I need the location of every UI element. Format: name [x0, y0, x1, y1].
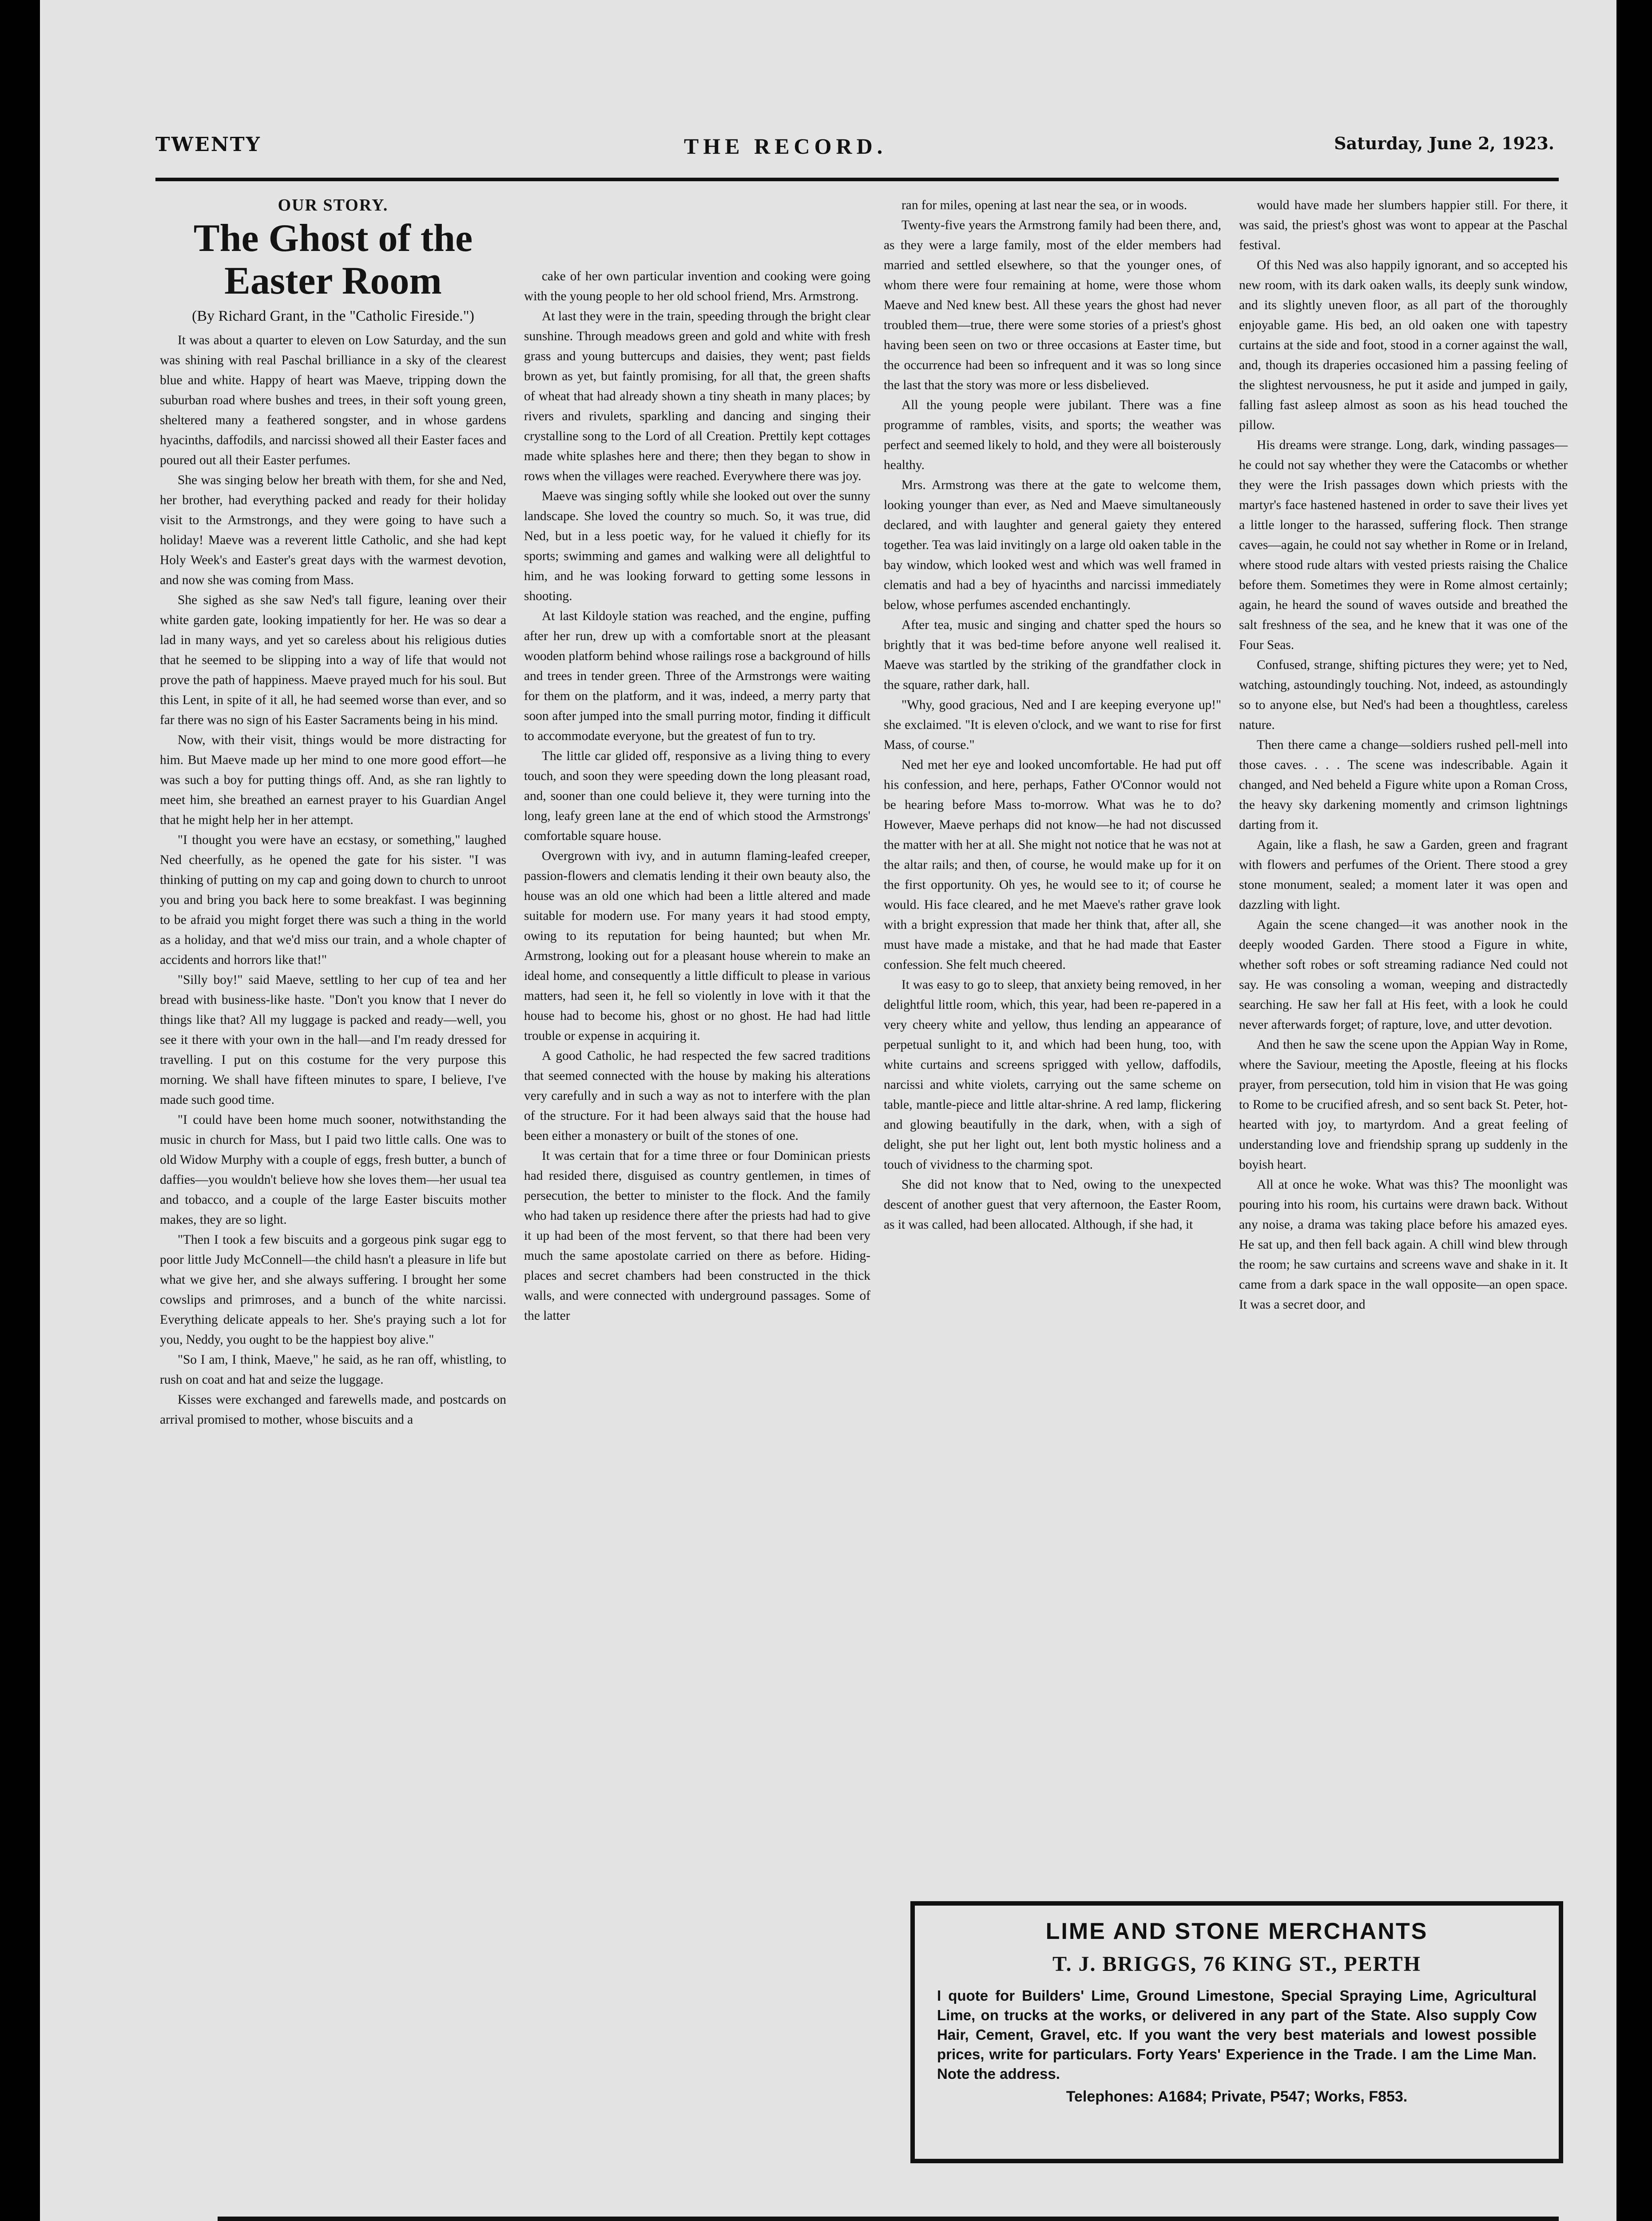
story-paragraph: Again, like a flash, he saw a Garden, green and fragrant with flowers and perfumes of the Orient. There stood a grey stone monument, sealed; a moment later it was open and dazzling with light. [1239, 838, 1568, 912]
story-paragraph: Kisses were exchanged and farewells made, and postcards on arrival promised to mother, whose biscuits and a [160, 1393, 506, 1427]
story-paragraph: Overgrown with ivy, and in autumn flaming-leafed creeper, passion-flowers and clematis lending it their own beauty also, the house was an old one which had been a little altered and made suitable for modern use. For many years it had stood empty, owing to its reputation for being haunted; but when Mr. Armstrong, looking out for a pleasant house wherein to make an ideal home, and consequently a little difficult to please in various matters, had seen it, he fell so violently in love with it that the house had to become his, ghost or no ghost. He had had little trouble or expense in acquiring it. [524, 849, 870, 1043]
story-column-3 [884, 195, 1221, 1235]
story-paragraph: "Silly boy!" said Maeve, settling to her cup of tea and her bread with business-like haste. "Don't you know that I never do things like that? All my luggage is packed and ready—well, you see it there with your own in the hall—and I'm ready dressed for travelling. I put on this costume for the very purpose this morning. We shall have fifteen minutes to spare, I believe, I've made such good time. [160, 973, 506, 1107]
story-paragraph: His dreams were strange. Long, dark, winding passages—he could not say whether they were the Catacombs or whether they were the Irish passages down which priests with the martyr's face hastened hastened in order to save their lives yet a little longer to the harassed, suffering flock. Then strange caves—again, he could not say whether in Rome or in Ireland, where stood rude altars with vested priests raising the Chalice before them. Sometimes they were in Rome almost certainly; again, he heard the sound of waves outside and breathed the salt freshness of the sea, and he knew that it was one of the Four Seas. [1239, 438, 1568, 652]
story-paragraph: "Why, good gracious, Ned and I are keeping everyone up!" she exclaimed. "It is eleven o'clock, and we want to rise for first Mass, of course." [884, 698, 1221, 752]
story-paragraph: "I thought you were have an ecstasy, or something," laughed Ned cheerfully, as he opened the gate for his sister. "I was thinking of putting on my cap and going down to church to unroot you and bring you back here to some breakfast. I was beginning to be afraid you might forget there was such a thing in the world as a holiday, and that we'd miss our train, and a whole chapter of accidents and horrors like that!" [160, 833, 506, 967]
story-paragraph: All the young people were jubilant. There was a fine programme of rambles, visits, and sports; the weather was perfect and seemed likely to hold, and they were all boisterously healthy. [884, 398, 1221, 472]
story-paragraph: Now, with their visit, things would be more distracting for him. But Maeve made up her mind to one more good effort—he was such a boy for putting things off. And, as she ran lightly to meet him, she breathed an earnest prayer to his Guardian Angel that he might help her in her attempt. [160, 733, 506, 827]
story-paragraph: Mrs. Armstrong was there at the gate to welcome them, looking younger than ever, as Ned and Maeve simultaneously declared, and with laughter and general gaiety they entered together. Tea was laid invitingly on a large old oaken table in the bay window, which looked west and which was well framed in clematis and had a bey of hyacinths and narcissi immediately below, whose perfumes ascended enchantingly. [884, 478, 1221, 612]
story-paragraph: Then there came a change—soldiers rushed pell-mell into those caves. . . . The scene was indescribable. Again it changed, and Ned beheld a Figure white upon a Roman Cross, the heavy sky darkening momently and crimson lightnings darting from it. [1239, 738, 1568, 832]
header-rule [155, 178, 1559, 181]
story-paragraph: Of this Ned was also happily ignorant, and so accepted his new room, with its dark oaken walls, its deeply sunk window, and its slightly uneven floor, as all part of the thoroughly enjoyable game. His bed, an old oaken one with tapestry curtains at the side and foot, stood in a corner against the wall, and, though its draperies occasioned him a passing feeling of the slightest nervousness, he put it aside and jumped in gaily, falling fast asleep almost as soon as his head touched the pillow. [1239, 258, 1568, 432]
issue-date: Saturday, June 2, 1923. [1334, 133, 1554, 153]
story-paragraph: Again the scene changed—it was another nook in the deeply wooded Garden. There stood a Figure in white, whether soft robes or soft streaming radiance Ned could not say. He was consoling a woman, weeping and distractedly searching. He saw her fall at His feet, with a look he could never afterwards forget; of rapture, love, and utter devotion. [1239, 918, 1568, 1032]
lime-advert-subheading: T. J. BRIGGS, 76 KING ST., PERTH [1052, 1952, 1421, 1976]
page-label: TWENTY [155, 133, 262, 156]
story-byline: (By Richard Grant, in the "Catholic Fireside.") [192, 308, 474, 324]
story-paragraph: "I could have been home much sooner, notwithstanding the music in church for Mass, but I paid two little calls. One was to old Widow Murphy with a couple of eggs, fresh butter, a bunch of daffies—you wouldn't believe how she loves them—her usual tea and tobacco, and a couple of the large Easter biscuits mother makes, they are so light. [160, 1113, 506, 1227]
story-paragraph: And then he saw the scene upon the Appian Way in Rome, where the Saviour, meeting the Apostle, fleeing at his flocks prayer, from persecution, told him in vision that He was going to Rome to be crucified afresh, and so sent back St. Peter, hot-hearted with joy, to martyrdom. And a great feeling of understanding love and friendship sprang up suddenly in the boyish heart. [1239, 1038, 1568, 1172]
story-column-2 [524, 195, 870, 1326]
column-4-body [1239, 195, 1568, 1315]
story-paragraph: She sighed as she saw Ned's tall figure, leaning over their white garden gate, looking impatiently for her. He was so dear a lad in many ways, and yet so careless about his religious duties that he seemed to be slipping into a way of life that would not prove the path of happiness. Maeve prayed much for his soul. But this Lent, in spite of it all, he had seemed worse than ever, and so far there was no sign of his Easter Sacraments being in his mind. [160, 593, 506, 727]
story-paragraph: She did not know that to Ned, owing to the unexpected descent of another guest that very afternoon, the Easter Room, as it was called, had been allocated. Although, if she had, it [884, 1178, 1221, 1232]
column-2-body [524, 267, 870, 1326]
lime-advert-heading: LIME AND STONE MERCHANTS [1045, 1918, 1428, 1944]
story-paragraph: At last they were in the train, speeding through the bright clear sunshine. Through meadows green and gold and white with fresh grass and young buttercups and daisies, they went; past fields brown as yet, but faintly promising, for all that, the green shafts of wheat that had already shown a tiny sheath in many places; by rivers and rivulets, sparkling and dancing and singing their crystalline song to the Lord of all Creation. Prettily kept cottages made white splashes here and there; then they began to show in rows when the villages were reached. Everywhere there was joy. [524, 309, 870, 483]
newspaper-page [40, 0, 1616, 2221]
story-paragraph: She was singing below her breath with them, for she and Ned, her brother, had everything packed and ready for their holiday visit to the Armstrongs, and they were going to have such a holiday! Maeve was a reverent little Catholic, and she had kept Holy Week's and Easter's great days with the warmest devotion, and now she was coming from Mass. [160, 473, 506, 587]
story-paragraph: Maeve was singing softly while she looked out over the sunny landscape. She loved the country so much. So, it was true, did Ned, but in a less poetic way, for he valued it chiefly for its sports; swimming and games and walking were all delightful to him, and he was looking forward to getting some lessons in shooting. [524, 489, 870, 603]
story-title: The Ghost of the Easter Room [193, 217, 473, 303]
story-paragraph: After tea, music and singing and chatter sped the hours so brightly that it was bed-time before anyone well realised it. Maeve was startled by the striking of the grandfather clock in the square, rather dark, hall. [884, 618, 1221, 692]
story-paragraph: All at once he woke. What was this? The moonlight was pouring into his room, his curtains were drawn back. Without any noise, a drama was taking place before his amazed eyes. He sat up, and then fell back again. A chill wind blew through the room; he saw curtains and screens wave and shake in it. It came from a dark space in the wall opposite—an open space. It was a secret door, and [1239, 1178, 1568, 1312]
story-paragraph: cake of her own particular invention and cooking were going with the young people to her old school friend, Mrs. Armstrong. [524, 269, 870, 303]
story-column-4 [1239, 195, 1568, 1315]
story-paragraph: It was easy to go to sleep, that anxiety being removed, in her delightful little room, which, this year, had been re-papered in a very cheery white and yellow, thus lending an appearance of perpetual sunlight to it, and which had been hung, too, with white curtains and screens sprigged with yellow, daffodils, narcissi and white violets, carrying out the same scheme on table, mantle-piece and little altar-shrine. A red lamp, flickering and glowing beautifully in the dark, when, with a sigh of delight, she put her light out, lent both mystic holiness and a touch of vividness to the charming spot. [884, 978, 1221, 1172]
column-3-body [884, 195, 1221, 1235]
story-kicker: OUR STORY. [278, 196, 389, 215]
story-paragraph: "So I am, I think, Maeve," he said, as he ran off, whistling, to rush on coat and hat and seize the luggage. [160, 1353, 506, 1387]
lime-advert-telephones: Telephones: A1684; Private, P547; Works, F853. [1066, 2088, 1408, 2105]
story-paragraph: "Then I took a few biscuits and a gorgeous pink sugar egg to poor little Judy McConnell—the child hasn't a pleasure in life but what we give her, and she always suffering. I brought her some cowslips and primroses, and a bunch of the white narcissi. Everything delicate appeals to her. She's praying such a lot for you, Neddy, you ought to be the happiest boy alive." [160, 1233, 506, 1347]
column-1-body [160, 330, 506, 1430]
lime-advert-body: I quote for Builders' Lime, Ground Limestone, Special Spraying Lime, Agricultural Lime, on trucks at the works, or delivered in any part of the State. Also supply Cow Hair, Cement, Gravel, etc. If you want the very best materials and lowest possible prices, write for particulars. Forty Years' Experience in the Trade. I am the Lime Man. Note the address. [937, 1987, 1537, 2082]
story-paragraph: The little car glided off, responsive as a living thing to every touch, and soon they were speeding down the long pleasant road, and, sooner than one could believe it, they were turning into the long, leafy green lane at the end of which stood the Armstrongs' comfortable square house. [524, 749, 870, 843]
masthead: THE RECORD. [684, 134, 887, 159]
story-paragraph: It was about a quarter to eleven on Low Saturday, and the sun was shining with real Paschal brilliance in a sky of the clearest blue and white. Happy of heart was Maeve, tripping down the suburban road where bushes and trees, in their soft young green, sheltered many a feathered songster, and in whose gardens hyacinths, daffodils, and narcissi showed all their Easter faces and poured out all their Easter perfumes. [160, 333, 506, 467]
story-paragraph: Ned met her eye and looked uncomfortable. He had put off his confession, and here, perhaps, Father O'Connor would not be hearing before Mass to-morrow. What was he to do? However, Maeve perhaps did not know—he had not discussed the matter with her at all. She might not notice that he was not at the altar rails; and then, of course, he would make up for it on the first opportunity. Oh yes, he would see to it; of course he would. His face cleared, and he met Maeve's rather grave look with a bright expression that made her think that, after all, she must have made a mistake, and that he had made that Easter confession. She felt much cheered. [884, 758, 1221, 972]
hibernian-society-advert [218, 2217, 1559, 2221]
story-paragraph: A good Catholic, he had respected the few sacred traditions that seemed connected with the house by making his alterations very carefully and in such a way as not to interfere with the plan of the structure. For it had been always said that the house had been either a monastery or built of the stones of one. [524, 1049, 870, 1143]
story-paragraph: ran for miles, opening at last near the sea, or in woods. [901, 198, 1187, 212]
story-column-1 [160, 195, 506, 1430]
story-paragraph: Twenty-five years the Armstrong family had been there, and, as they were a large family, most of the elder members had married and settled elsewhere, so that the younger ones, of whom there were four remaining at home, were those whom Maeve and Ned knew best. All these years the ghost had never troubled them—true, there were some stories of a priest's ghost having been seen on two or three occasions at Easter time, but the occurrence had been so infrequent and it was so long since the last that the story was more or less disbelieved. [884, 218, 1221, 392]
story-paragraph: Confused, strange, shifting pictures they were; yet to Ned, watching, astoundingly touching. Not, indeed, as astoundingly so to anyone else, but Ned's had been a thoughtless, careless nature. [1239, 658, 1568, 732]
story-paragraph: It was certain that for a time three or four Dominican priests had resided there, disguised as country gentlemen, in times of persecution, the better to minister to the flock. And the family who had taken up residence there after the priests had had to give it up had been of the most fervent, so that there had been very much the same apostolate carried on there as before. Hiding-places and secret chambers had been constructed in the thick walls, and were connected with underground passages. Some of the latter [524, 1149, 870, 1323]
story-paragraph: would have made her slumbers happier still. For there, it was said, the priest's ghost was wont to appear at the Paschal festival. [1239, 198, 1568, 252]
lime-merchants-advert [910, 1901, 1563, 2163]
story-paragraph: At last Kildoyle station was reached, and the engine, puffing after her run, drew up with a comfortable snort at the pleasant wooden platform behind whose railings rose a background of hills and trees in tender green. Three of the Armstrongs were waiting for them on the platform, and it was, indeed, a merry party that soon after jumped into the small purring motor, finding it difficult to accommodate everyone, but the greatest of fun to try. [524, 609, 870, 743]
